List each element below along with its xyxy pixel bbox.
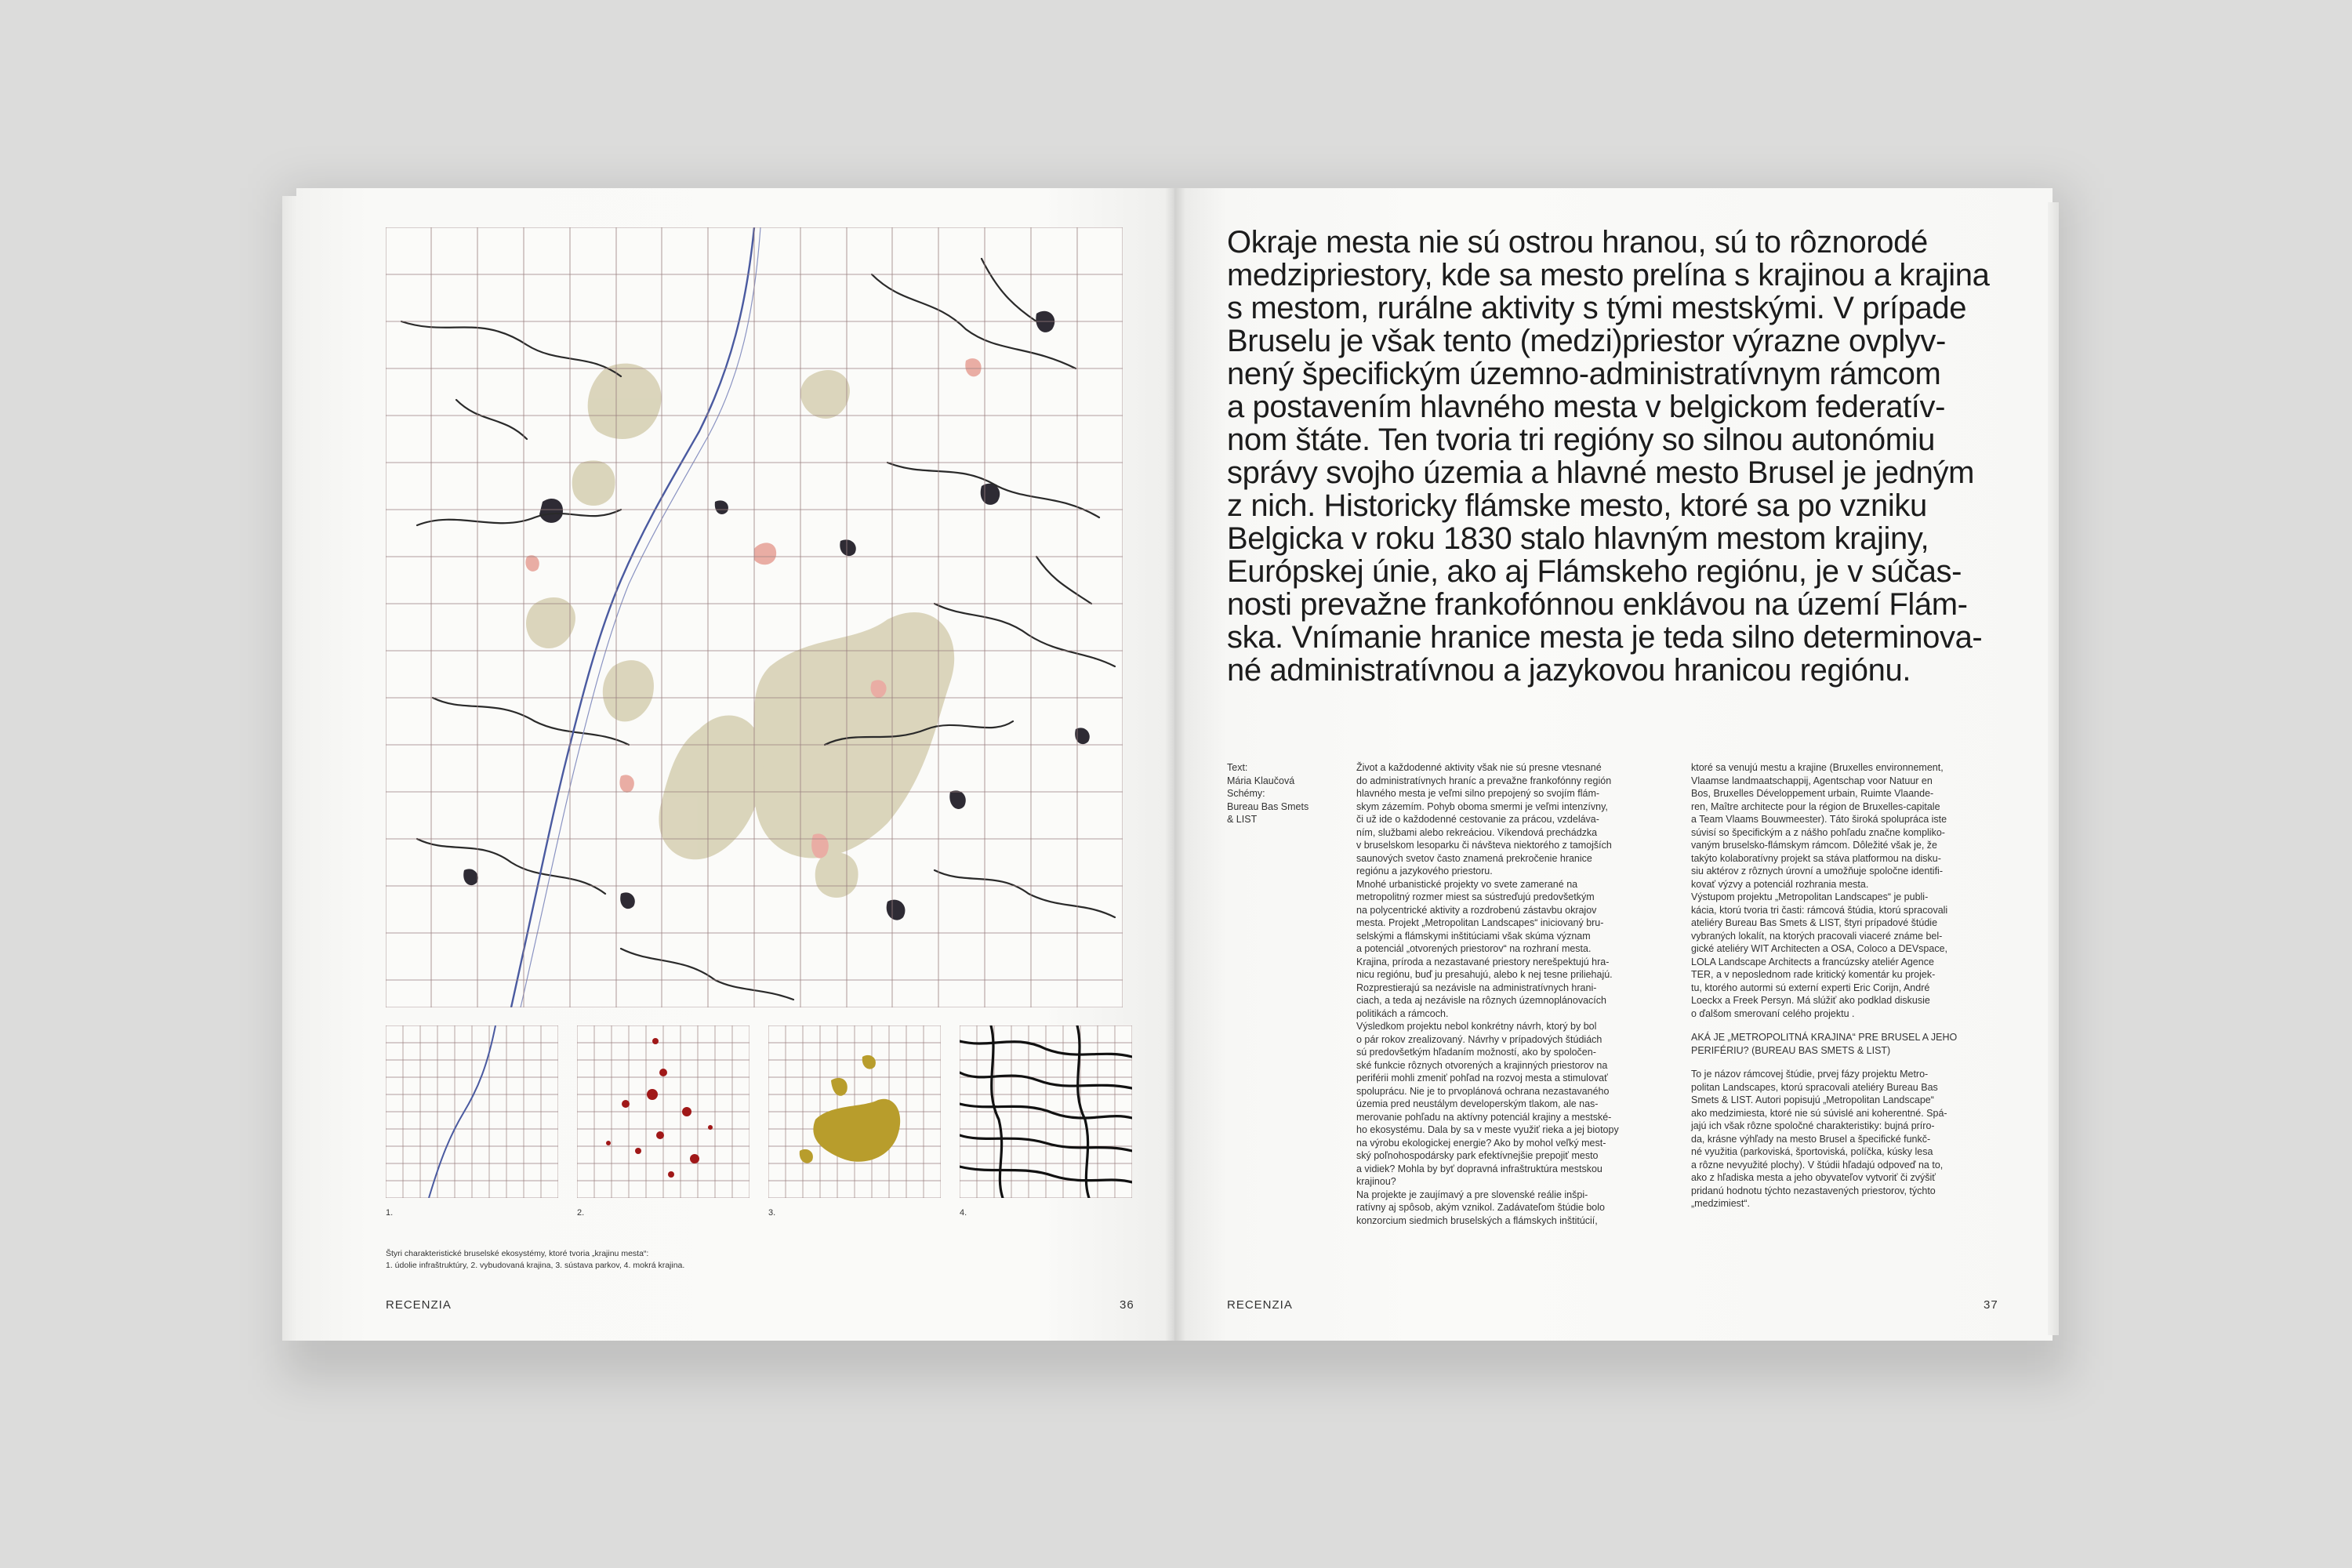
body-line: mesta. Projekt „Metropolitan Landscapes“ iniciovaný bru- <box>1356 917 1604 928</box>
body-line: merovanie pohľadu na aktívny potenciál krajiny a mestské- <box>1356 1111 1612 1123</box>
body-line: Výsledkom projektu nebol konkrétny návrh, ktorý by bol <box>1356 1021 1597 1032</box>
lead-line: Okraje mesta nie sú ostrou hranou, sú to rôznorodé <box>1227 225 1928 260</box>
body-line: politikách a rámcoch. <box>1356 1007 1449 1019</box>
body-line: kácia, ktorú tvoria tri časti: rámcová štúdia, ktorú spracovali <box>1691 904 1948 916</box>
body-line: metropolitný rozmer miest sa sústreďujú predovšetkým <box>1356 891 1595 902</box>
credits-line: Bureau Bas Smets <box>1227 800 1309 812</box>
body-line: siu aktérov z rôznych úrovní a umožňuje spoločne identifi- <box>1691 866 1943 877</box>
body-line: periférii mohli zmeniť pohľad na rozvoj mesta a stimulovať <box>1356 1073 1608 1083</box>
section-heading: PERIFÉRIU? (BUREAU BAS SMETS & LIST) <box>1691 1044 1891 1056</box>
lead-line: a postavením hlavného mesta v belgickom federatív- <box>1227 390 1946 424</box>
lead-line: Európskej únie, ako aj Flámskeho regiónu, je v súčas- <box>1227 554 1962 589</box>
body-line: na výrobu ekologickej energie? Ako by mohol veľký mest- <box>1356 1137 1606 1149</box>
body-line: né využitia (parkoviská, športoviská, políčka, kúsky lesa <box>1691 1146 1933 1157</box>
credits <box>1227 761 1329 826</box>
body-line: selskými a flámskymi inštitúciami však skúma význam <box>1356 930 1591 942</box>
lead-line: ska. Vnímanie hranice mesta je teda silno determinova- <box>1227 620 1983 655</box>
body-line: do administratívnych hraníc a prevažne frankofónny región <box>1356 775 1612 786</box>
body-line: spoluprácu. Nie je to prvoplánová ochrana nezastavaného <box>1356 1085 1610 1097</box>
body-line: Krajina, príroda a nezastavané priestory nerešpektujú hra- <box>1356 956 1610 967</box>
body-line: o ďalšom smerovaní celého projektu . <box>1691 1007 1855 1019</box>
body-line: pridanú hodnotu týchto nezastavených priestorov, týchto <box>1691 1185 1936 1196</box>
mini-map-infrastructure-valley <box>386 1025 558 1198</box>
body-line: ho ekosystému. Dala by sa v meste využiť rieka a jej biotopy <box>1356 1124 1619 1135</box>
body-line: LOLA Landscape Architects a francúzsky ateliér Agence <box>1691 956 1934 967</box>
left-page-number: 36 <box>1120 1298 1134 1312</box>
body-line: Na projekte je zaujímavý a pre slovenské reálie inšpi- <box>1356 1189 1588 1200</box>
body-line: takýto kolaboratívny projekt sa stáva platformou na disku- <box>1691 852 1941 864</box>
body-line: ktoré sa venujú mestu a krajine (Bruxelles environnement, <box>1691 762 1944 773</box>
body-line: ním, službami alebo rekreáciou. Víkendová prechádzka <box>1356 826 1598 838</box>
body-line: nicu regiónu, buď ju presahujú, alebo k nej tesne priliehajú. <box>1356 969 1613 980</box>
body-line: politan Landscapes, ktorú spracovali ateliéry Bureau Bas <box>1691 1081 1938 1093</box>
lead-line: z nich. Historicky flámske mesto, ktoré sa po vzniku <box>1227 488 1927 523</box>
paragraph-gap <box>1691 1020 2020 1031</box>
caption-line: Štyri charakteristické bruselské ekosystémy, ktoré tvoria „krajinu mesta“: <box>386 1249 649 1258</box>
figure-number-4: 4. <box>960 1208 967 1218</box>
body-line: o pár rokov zrealizovaný. Návrhy v prípadových štúdiách <box>1356 1033 1602 1045</box>
paragraph-gap <box>1691 1057 2020 1068</box>
lead-line: s mestom, rurálne aktivity s tými mestskými. V prípade <box>1227 291 1967 325</box>
body-line: Bos, Bruxelles Développement urbain, Ruimte Vlaande- <box>1691 788 1934 799</box>
body-line: tu, ktorého autormi sú externí experti Eric Corijn, André <box>1691 982 1930 993</box>
body-line: Rozprestierajú sa nezávisle na administratívnych hrani- <box>1356 982 1597 993</box>
spine-gutter <box>1165 188 1185 1341</box>
body-line: hlavného mesta je veľmi silno prepojený so svojím flám- <box>1356 788 1600 799</box>
body-line: na polycentrické aktivity a rozdrobenú zástavbu okrajov <box>1356 904 1597 916</box>
credits-line: & LIST <box>1227 814 1258 825</box>
body-line: a vidiek? Mohla by byť dopravná infraštruktúra mestskou <box>1356 1163 1602 1174</box>
caption-line: 1. údolie infraštruktúry, 2. vybudovaná krajina, 3. sústava parkov, 4. mokrá krajina. <box>386 1261 685 1270</box>
body-line: a Team Vlaams Bouwmeester). Táto široká spolupráca iste <box>1691 814 1947 825</box>
body-line: územia pred neustálym developerským tlakom, ale nas- <box>1356 1098 1599 1109</box>
body-line: ako z hľadiska mesta a jeho obyvateľov vytvoriť či zvýšiť <box>1691 1172 1936 1183</box>
section-heading: AKÁ JE „METROPOLITNÁ KRAJINA“ PRE BRUSEL A JEHO <box>1691 1032 1958 1043</box>
body-line: súvisí so špecifickým a z nášho pohľadu značne kompliko- <box>1691 826 1945 838</box>
body-line: ský poľnohospodársky park efektívnejšie prepojiť mesto <box>1356 1150 1599 1161</box>
mini-map-wet-landscape <box>960 1025 1132 1198</box>
body-line: konzorcium siedmich bruselských a flámskych inštitúcií, <box>1356 1214 1598 1226</box>
mini-map-park-system <box>768 1025 941 1198</box>
body-line: regiónu a jazykového priestoru. <box>1356 866 1493 877</box>
body-line: ren, Maître architecte pour la région de Bruxelles-capitale <box>1691 800 1940 812</box>
body-line: ako medzimiesta, ktoré nie sú súvislé ani koherentné. Spá- <box>1691 1107 1947 1119</box>
body-line: krajinou? <box>1356 1176 1396 1187</box>
body-line: ské funkcie rôznych otvorených a krajinných priestorov na <box>1356 1059 1608 1071</box>
body-column-2 <box>1691 761 2020 1210</box>
figure-number-1: 1. <box>386 1208 394 1218</box>
body-line: či už ide o každodenné cestovanie za prácou, vzdelávа- <box>1356 814 1599 825</box>
body-line: Výstupom projektu „Metropolitan Landscapes“ je publi- <box>1691 891 1929 902</box>
body-line: vybraných lokalít, na ktorých pracovali viaceré známe bel- <box>1691 930 1943 942</box>
lead-line: Bruselu je však tento (medzi)priestor výrazne ovplyv- <box>1227 324 1946 358</box>
right-page-edge <box>2048 202 2059 1335</box>
figure-number-2: 2. <box>577 1208 585 1218</box>
metropolitan-landscape-map <box>386 227 1123 1007</box>
lead-paragraph <box>1227 226 2011 687</box>
body-line: da, krásne výhľady na mesto Brusel a špecifické funkč- <box>1691 1133 1931 1145</box>
mini-map-built-landscape <box>577 1025 750 1198</box>
body-line: Loeckx a Freek Persyn. Má slúžiť ako podklad diskusie <box>1691 995 1930 1006</box>
body-line: sú predovšetkým hľadaním možností, ako by spoločen- <box>1356 1047 1596 1058</box>
body-line: ciach, a teda aj nezávisle na rôznych územnoplánovacích <box>1356 995 1606 1006</box>
body-line: ateliéry Bureau Bas Smets & LIST, štyri prípadové štúdie <box>1691 917 1938 928</box>
body-line: ratívny aj spôsob, akým vznikol. Zadávateľom štúdie bolo <box>1356 1202 1605 1213</box>
figure-number-3: 3. <box>768 1208 776 1218</box>
credits-line: Mária Klaučová <box>1227 775 1295 786</box>
figure-caption <box>386 1248 793 1272</box>
body-line: Mnohé urbanistické projekty vo svete zamerané na <box>1356 878 1578 890</box>
lead-line: medzipriestory, kde sa mesto prelína s krajinou a krajina <box>1227 258 1990 292</box>
right-footer-section: RECENZIA <box>1227 1298 1293 1312</box>
body-line: saunových svetov často znamená prekročenie hranice <box>1356 852 1592 864</box>
lead-line: Belgicka v roku 1830 stalo hlavným mestom krajiny, <box>1227 521 1929 556</box>
body-line: v bruselskom lesoparku či návšteva niektorého z tamojších <box>1356 840 1612 851</box>
left-footer-section: RECENZIA <box>386 1298 452 1312</box>
body-line: Život a každodenné aktivity však nie sú presne vtesnané <box>1356 762 1602 773</box>
right-page-number: 37 <box>1984 1298 1998 1312</box>
body-line: a potenciál „otvorených priestorov“ na rozhraní mesta. <box>1356 943 1592 954</box>
body-line: gické ateliéry WIT Architecten a OSA, Coloco a DEVspace, <box>1691 943 1947 954</box>
body-line: skym zázemím. Pohyb oboma smermi je veľmi intenzívny, <box>1356 800 1608 812</box>
body-line: kovať výzvy a potenciál rozhrania mesta. <box>1691 878 1869 890</box>
body-line: Smets & LIST. Autori popisujú „Metropolitan Landscape“ <box>1691 1094 1934 1105</box>
body-line: a rôzne nevyužité plochy). V štúdii hľadajú odpoveď na to, <box>1691 1159 1944 1171</box>
lead-line: né administratívnou a jazykovou hranicou regiónu. <box>1227 653 1911 688</box>
body-line: jajú ich však rôzne spoločné charakteristiky: bujná príro- <box>1691 1120 1935 1131</box>
credits-line: Text: <box>1227 762 1248 773</box>
credits-line: Schémy: <box>1227 788 1265 799</box>
body-line: TER, a v neposlednom rade kritický komentár ku projek- <box>1691 969 1936 980</box>
lead-line: nosti prevažne frankofónnou enklávou na území Flám- <box>1227 587 1968 622</box>
body-line: To je názov rámcovej štúdie, prvej fázy projektu Metro- <box>1691 1069 1929 1080</box>
body-line: „medzimiest“. <box>1691 1198 1751 1209</box>
body-column-1 <box>1356 761 1679 1227</box>
body-line: Vlaamse landmaatschappij, Agentschap voor Natuur en <box>1691 775 1933 786</box>
lead-line: správy svojho územia a hlavné mesto Brusel je jedným <box>1227 456 1974 490</box>
lead-line: nom štáte. Ten tvoria tri regióny so silnou autonómiu <box>1227 423 1935 457</box>
lead-line: nený špecifickým územno-administratívnym rámcom <box>1227 357 1941 391</box>
body-line: vaným bruselsko-flámskym rámcom. Dôležité však je, že <box>1691 840 1937 851</box>
